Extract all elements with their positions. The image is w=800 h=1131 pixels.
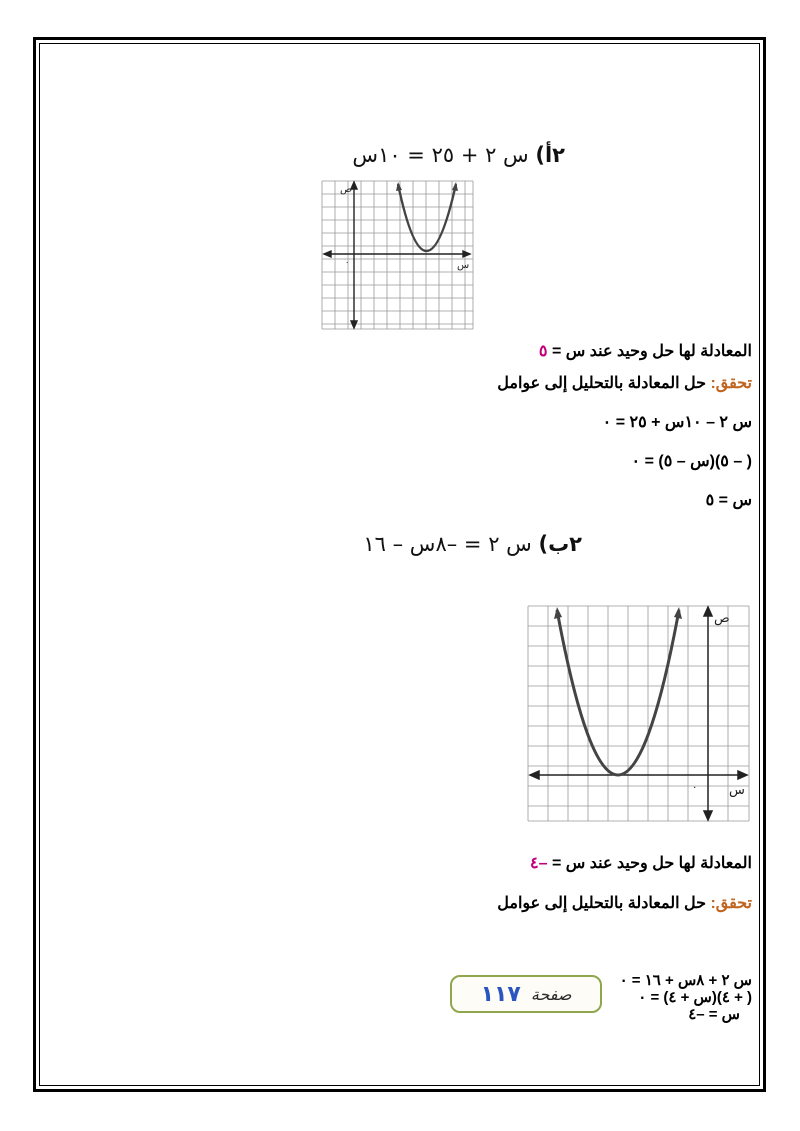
graph-a — [320, 178, 475, 331]
problem-a-step-3: س = ٥ — [705, 492, 752, 509]
problem-a-conclusion-text: المعادلة لها حل وحيد عند س = — [551, 343, 752, 360]
problem-b-equation: س ٢ = –٨س – ١٦ — [363, 532, 532, 556]
problem-a-check-label: تحقق: — [710, 375, 752, 392]
problem-b-conclusion-value: –٤ — [530, 855, 548, 872]
graph-b-x-label: س — [729, 783, 745, 798]
problem-b-check — [497, 893, 752, 913]
graph-b — [527, 604, 751, 823]
problem-b-check-text: حل المعادلة بالتحليل إلى عوامل — [497, 895, 706, 912]
problem-a-number: ٢أ) — [535, 143, 565, 167]
page-number-badge — [450, 975, 602, 1013]
problem-a-step-1: س ٢ – ١٠س + ٢٥ = ٠ — [602, 414, 752, 431]
problem-b-heading — [363, 532, 582, 556]
problem-a-step-2: ( – ٥)(س – ٥) = ٠ — [631, 453, 752, 470]
page-badge-number: ١١٧ — [480, 981, 521, 1007]
graph-b-parabola — [557, 610, 679, 775]
problem-a-conclusion-value: ٥ — [538, 343, 548, 360]
problem-b-check-label: تحقق: — [710, 895, 752, 912]
problem-b-step-2: ( + ٤)(س + ٤) = ٠ — [638, 989, 752, 1006]
page-badge-word: صفحة — [530, 984, 572, 1004]
problem-b-number: ٢ب) — [538, 532, 582, 556]
problem-a-conclusion — [539, 341, 752, 361]
graph-b-origin-label: ٠ — [692, 782, 698, 793]
graph-a-axes — [324, 182, 470, 328]
graph-b-y-label: ص — [714, 611, 730, 626]
problem-b-step-3: س = –٤ — [688, 1006, 740, 1023]
problem-a-equation: س ٢ + ٢٥ = ١٠س — [352, 143, 529, 167]
problem-a-check-text: حل المعادلة بالتحليل إلى عوامل — [497, 375, 706, 392]
graph-a-x-label: س — [457, 260, 470, 271]
problem-b-conclusion-text: المعادلة لها حل وحيد عند س = — [551, 855, 752, 872]
graph-a-origin-label: ٠ — [345, 258, 350, 267]
problem-a-check — [497, 373, 752, 393]
problem-b-conclusion — [530, 853, 752, 873]
graph-a-y-label: ص — [340, 184, 353, 195]
problem-a-heading — [352, 143, 565, 167]
problem-b-step-1: س ٢ + ٨س + ١٦ = ٠ — [619, 972, 752, 989]
